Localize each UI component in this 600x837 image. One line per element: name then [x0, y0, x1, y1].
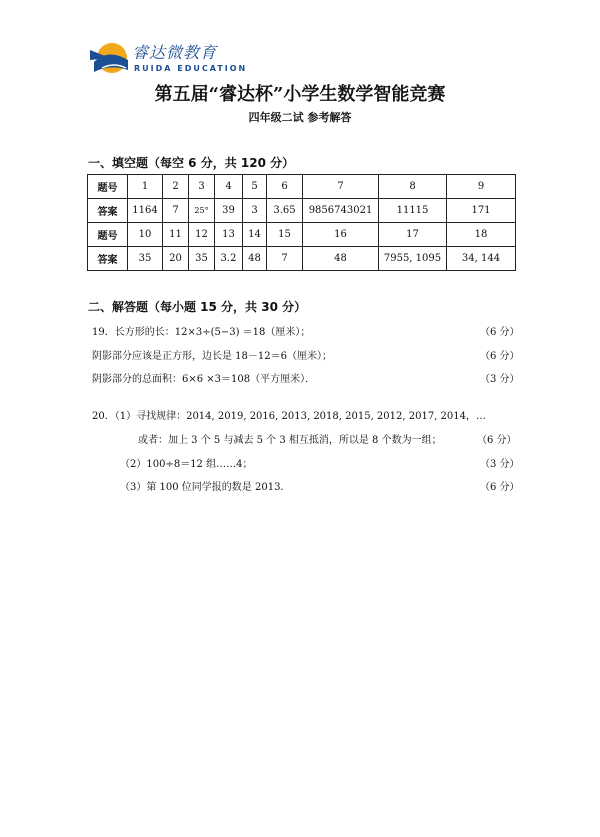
- brand-logo: [88, 38, 248, 80]
- q19-score-2: （6 分）: [480, 351, 520, 362]
- q19-line-3: 阴影部分的总面积：6×6 ×3＝108（平方厘米）．: [92, 374, 316, 385]
- table-cell: 35: [128, 247, 163, 271]
- table-row: [88, 223, 516, 247]
- table-cell: 3.65: [267, 199, 303, 223]
- table-cell: 4: [215, 175, 243, 199]
- q19-score-3: （3 分）: [480, 374, 520, 385]
- section1-heading: 一、填空题（每空 6 分，共 120 分）: [88, 156, 295, 170]
- table-cell: 39: [215, 199, 243, 223]
- table-row: [88, 247, 516, 271]
- row-label: 答案: [88, 199, 128, 223]
- q20-line-4: （3）第 100 位同学报的数是 2013.: [120, 482, 284, 493]
- q20-line-2: 或者：加上 3 个 5 与减去 5 个 3 相互抵消，所以是 8 个数为一组；: [138, 435, 442, 446]
- table-cell: 12: [189, 223, 215, 247]
- answer-table: [87, 174, 516, 271]
- table-cell: 35: [189, 247, 215, 271]
- table-cell: 5: [243, 175, 267, 199]
- table-cell: 11115: [379, 199, 447, 223]
- table-cell: 3: [243, 199, 267, 223]
- page-subtitle: 四年级二试 参考解答: [248, 111, 352, 124]
- table-cell: 8: [379, 175, 447, 199]
- table-row: [88, 199, 516, 223]
- row-label: 题号: [88, 223, 128, 247]
- table-cell: 2: [163, 175, 189, 199]
- table-cell: 3.2: [215, 247, 243, 271]
- table-cell: 48: [303, 247, 379, 271]
- row-label: 答案: [88, 247, 128, 271]
- section2-heading: 二、解答题（每小题 15 分，共 30 分）: [88, 300, 307, 314]
- table-cell: 14: [243, 223, 267, 247]
- q19-line-1: 19．长方形的长：12×3÷(5−3) ＝18（厘米）；: [92, 327, 311, 338]
- table-cell: 15: [267, 223, 303, 247]
- logo-emblem-icon: [88, 38, 132, 78]
- table-cell: 1: [128, 175, 163, 199]
- q20-score-2: （6 分）: [477, 435, 517, 446]
- table-cell: 6: [267, 175, 303, 199]
- table-cell: 7: [267, 247, 303, 271]
- table-cell: 7: [303, 175, 379, 199]
- table-row: [88, 175, 516, 199]
- table-cell: 17: [379, 223, 447, 247]
- q20-score-4: （6 分）: [480, 482, 520, 493]
- logo-text-cn: 睿达微教育: [132, 43, 218, 62]
- table-cell: 9856743021: [303, 199, 379, 223]
- table-cell: 20: [163, 247, 189, 271]
- table-cell: 3: [189, 175, 215, 199]
- q20-score-3: （3 分）: [480, 459, 520, 470]
- table-cell: 7955, 1095: [379, 247, 447, 271]
- q19-line-2: 阴影部分应该是正方形，边长是 18－12＝6（厘米）；: [92, 351, 332, 362]
- table-cell: 1164: [128, 199, 163, 223]
- table-cell: 11: [163, 223, 189, 247]
- q20-line-3: （2）100÷8＝12 组……4；: [120, 459, 253, 470]
- table-cell: 25°: [189, 199, 215, 223]
- table-cell: 9: [447, 175, 516, 199]
- q20-line-1: 20．（1）寻找规律：2014, 2019, 2016, 2013, 2018, 2015, 2012, 2017, 2014，…: [92, 411, 486, 422]
- table-cell: 10: [128, 223, 163, 247]
- table-cell: 34, 144: [447, 247, 516, 271]
- table-cell: 16: [303, 223, 379, 247]
- table-cell: 7: [163, 199, 189, 223]
- page-title: 第五届“睿达杯”小学生数学智能竞赛: [154, 84, 446, 105]
- table-cell: 13: [215, 223, 243, 247]
- table-cell: 18: [447, 223, 516, 247]
- q19-score-1: （6 分）: [480, 327, 520, 338]
- table-cell: 48: [243, 247, 267, 271]
- table-cell: 171: [447, 199, 516, 223]
- logo-text-en: RUIDA EDUCATION: [134, 64, 248, 73]
- row-label: 题号: [88, 175, 128, 199]
